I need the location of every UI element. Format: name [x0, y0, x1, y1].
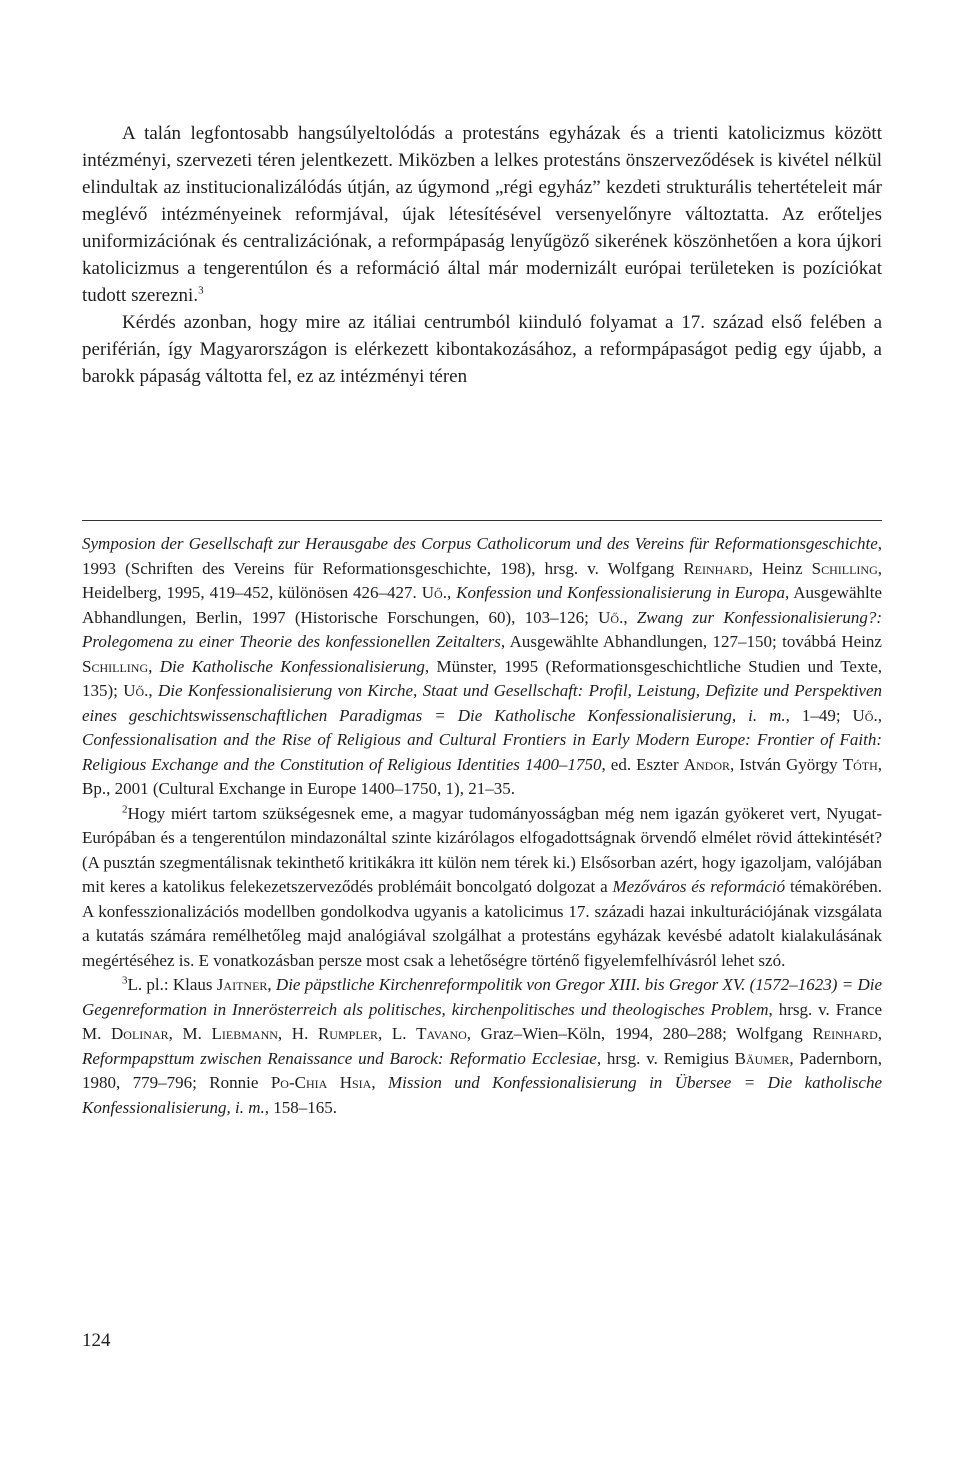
text-run: , István György [730, 754, 843, 774]
italic-title: Die Katholische Konfessionalisierung [159, 656, 425, 676]
text-run: Hogy miért tartom szükségesnek eme, a magyar tudományosságban még nem igazán gyökeret vert, Nyugat-Európában és a tengerentúlon mindazonáltal szinte kizárólagos elfogadottságnak örvendő elmélet rövid áttekintését? (A pusztán szegmentálisnak tekinthető kritikákra itt külön nem térek ki.) Elsősorban azért, hogy igazoljam, valójában mit keres a katolikus felekezetszerveződés problémáit boncolgató dolgozat a [82, 803, 882, 896]
author-name: Uő [598, 607, 620, 627]
italic-title: Die päpstliche Kirchenreformpolitik von Gregor XIII. bis Gregor XV. (1572–1623) = Die Gegenreformation in Innerösterreich als politisches, kirchenpolitisches und theologisches Problem [82, 975, 882, 1019]
text-run: , ed. Eszter [601, 754, 684, 774]
text-run: , 158–165. [264, 1097, 338, 1117]
text-run: ., [442, 583, 457, 602]
page-number: 124 [82, 1330, 111, 1351]
text-run: , hrsg. v. France M. [82, 999, 882, 1043]
paragraph-2: Kérdés azonban, hogy mire az itáliai centrumból kiinduló folyamat a 17. század első felében a periférián, így Magyarországon is elérkezett kibontakozásához, a reformpápaságot pedig egy újabb, a barokk pápaság váltotta fel, ez az intézményi téren [82, 312, 882, 387]
text-run: , Heinz [748, 558, 812, 578]
text-run: , [371, 1073, 388, 1092]
text-run: , Münster, 1995 (Reformationsgeschichtliche Studien und Texte, 135); [82, 656, 882, 700]
footnote-2 [82, 802, 882, 974]
footnote-2-number: 2 [122, 802, 128, 815]
text-run: L. pl.: Klaus [127, 975, 217, 994]
author-name: Bäumer [734, 1048, 790, 1068]
author-name: Schilling [82, 656, 149, 676]
paragraph-1-text: A talán legfontosabb hangsúlyeltolódás a protestáns egyházak és a trienti katolicizmus között intézményi, szervezeti téren jelentkezett. Miközben a lelkes protestáns önszerveződések is kivétel nélkül elindultak az institucionalizálódás útján, az úgymond „régi egyház” kezdeti strukturális tehertételeit már meglévő intézményeinek reformjával, újak létesítésével versenyelőnyre változtatta. Az erőteljes uniformizációnak és centralizációnak, a reformpápaság lenyűgöző sikerének köszönhetően a kora újkori katolicizmus a tengerentúlon és a reformáció által már modernizált európai területeken is pozíciókat tudott szerezni. [82, 123, 882, 306]
text-run: , Bp., 2001 (Cultural Exchange in Europe 1400–1750, 1), 21–35. [82, 754, 882, 798]
italic-title: Konfession und Konfessionalisierung in Europa [456, 583, 785, 602]
author-name: Reinhard [812, 1024, 878, 1043]
text-run: , Ausgewählte Abhandlungen, Berlin, 1997 (Historische Forschungen, 60), 103–126; [82, 583, 882, 627]
author-name: Schilling [811, 558, 878, 578]
footnote-3-number: 3 [122, 974, 128, 987]
footnote-2-text [82, 804, 882, 970]
text-run: , H. [277, 1024, 318, 1043]
author-name: Rumpler [317, 1024, 378, 1043]
footnote-ref-3: 3 [198, 284, 204, 297]
italic-title: Confessionalisation and the Rise of Religious and Cultural Frontiers in Early Modern Europe: Frontier of Faith: Religious Exchange and the Constitution of Religious Identities 1400–1750 [82, 730, 882, 774]
author-name: Tavano [416, 1024, 467, 1043]
paragraph-1 [82, 120, 882, 309]
italic-title: Reformpapsttum zwischen Renaissance und Barock: Reformatio Ecclesiae [82, 1048, 597, 1068]
author-name: Uő [421, 583, 443, 602]
author-name: Po-Chia Hsia [270, 1073, 372, 1092]
text-run: , Graz–Wien–Köln, 1994, 280–288; Wolfgang [466, 1024, 813, 1043]
text-run: , M. [168, 1024, 212, 1043]
text-run: témakörében. A konfesszionalizációs modellben gondolkodva ugyanis a katolicimus 17. századi hazai inkulturációjának vizsgálata a kutatás számára remélhetőleg majd analógiával szolgálhat a protestáns egyházak kevésbé adatolt kialakulásának megértéséhez is. E vonatkozásban persze most csak a lehetőségre történő figyelemfelhívásról lehet szó. [82, 877, 882, 970]
text-run: , [877, 1024, 883, 1043]
text-run: ., [144, 681, 158, 700]
text-run: , 1–49; [785, 705, 853, 725]
author-name: Dolinar [111, 1024, 169, 1043]
text-run: , hrsg. v. Remigius [596, 1048, 735, 1068]
author-name: Liebmann [211, 1024, 278, 1043]
author-name: Uő [123, 681, 145, 700]
text-run: ., [873, 705, 882, 725]
text-run: , 1993 (Schriften des Vereins für Reformationsgeschichte, 198), hrsg. v. Wolfgang [82, 534, 882, 578]
text-run: , Ausgewählte Abhandlungen, 127–150; továbbá Heinz [500, 632, 882, 651]
author-name: Tóth [842, 754, 878, 774]
author-name: Andor [683, 754, 731, 774]
footnote-divider [82, 520, 882, 521]
text-run: ., [619, 607, 637, 627]
footnote-1 [82, 532, 882, 802]
text-run: , [148, 656, 160, 676]
footnote-3 [82, 973, 882, 1120]
italic-title: Die Konfessionalisierung von Kirche, Staat und Gesellschaft: Profil, Leistung, Defizite und Perspektiven eines geschichtswissenschaftlichen Paradigmas = Die Katholische Konfessionalisierung, i. m. [82, 681, 883, 725]
author-name: Uő [852, 705, 874, 725]
text-run: , Heidelberg, 1995, 419–452, különösen 426–427. [82, 558, 883, 602]
italic-title: Symposion der Gesellschaft zur Herausgabe des Corpus Catholicorum und des Vereins für Reformationsgeschichte [82, 534, 878, 553]
footnotes [82, 532, 882, 1120]
author-name: Reinhard [683, 558, 749, 578]
body-text [82, 120, 882, 390]
text-run: , Padernborn, 1980, 779–796; Ronnie [82, 1048, 883, 1092]
text-run: , [267, 975, 276, 994]
text-run: , L. [377, 1024, 417, 1043]
italic-title: Zwang zur Konfessionalisierung?: Prolegomena zu einer Theorie des konfessionellen Zeitalters [82, 607, 882, 651]
italic-title: Mission und Konfessionalisierung in Übersee = Die katholische Konfessionalisierung, i. m. [82, 1073, 883, 1117]
italic-title: Mezőváros és reformáció [612, 877, 786, 896]
author-name: Jaitner [216, 975, 268, 994]
footnote-3-text [82, 975, 882, 1117]
